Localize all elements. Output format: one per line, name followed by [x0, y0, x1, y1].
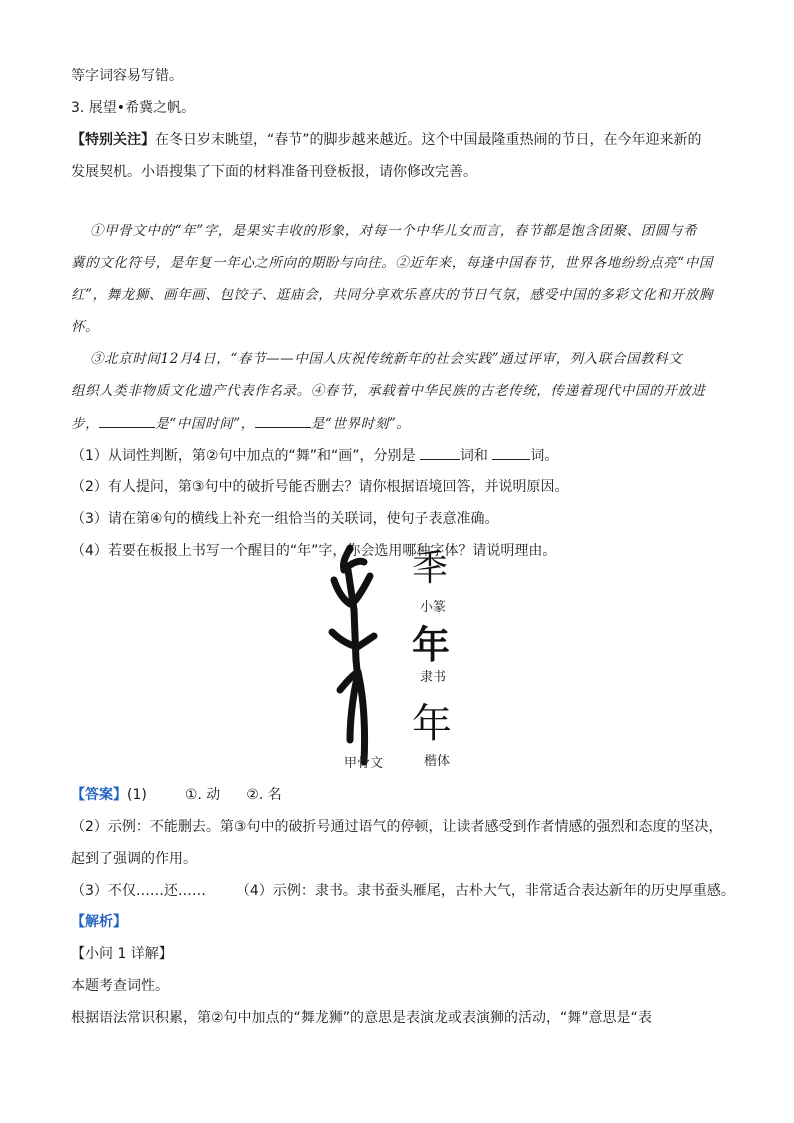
question-line: （4）若要在板报上书写一个醒目的“年”字，你会选用哪种字体？请说明理由。 — [71, 543, 557, 559]
special-focus-text: 在冬日岁末眺望，“春节”的脚步越来越近。这个中国最隆重热闹的节日，在今年迎来新的 — [155, 132, 702, 148]
passage-line — [71, 413, 410, 434]
caption-xiaozhuan: 小篆 — [420, 600, 447, 615]
passage-text: 步， — [71, 416, 100, 432]
answer-line: （2）示例：不能删去。第③句中的破折号通过语气的停顿，让读者感受到作者情感的强烈和态度的坚决， — [71, 819, 723, 835]
fill-blank[interactable] — [420, 445, 460, 460]
answer-text: ②. 名 — [246, 787, 282, 803]
analysis-text: 根据语法常识积累，第②句中加点的“舞龙狮”的意思是表演龙或表演狮的活动，“舞”意思是“表 — [71, 1010, 652, 1026]
question-text: （1）从词性判断，第②句中加点的“舞”和“画”，分别是 — [71, 448, 416, 464]
text-line: 等字词容易写错。 — [71, 68, 183, 84]
fill-blank[interactable] — [255, 413, 311, 428]
answer-line — [71, 785, 282, 805]
clerical-nian-glyph: 年 — [412, 622, 451, 667]
answer-line — [71, 881, 735, 901]
text-line: 发展契机。小语搜集了下面的材料准备刊登板报，请你修改完善。 — [71, 164, 477, 180]
subquestion-heading: 【小问 1 详解】 — [71, 946, 173, 962]
answer-text: （4）示例：隶书。隶书蚕头雁尾，古朴大气，非常适合表达新年的历史厚重感。 — [235, 883, 735, 899]
passage-line: 红”，舞龙狮、画年画、包饺子、逛庙会，共同分享欢乐喜庆的节日气氛，感受中国的多彩文化和开放胸 — [71, 287, 713, 303]
analysis-text: 本题考查词性。 — [71, 978, 169, 994]
answer-tag: 【答案】 — [71, 787, 127, 803]
small-seal-nian-glyph: 秊 — [412, 548, 449, 589]
answer-text: (1) — [127, 787, 147, 803]
passage-line: 冀的文化符号，是年复一年心之所向的期盼与向往。②近年来，每逢中国春节，世界各地纷纷点亮“中国 — [71, 255, 713, 271]
passage-line: ①甲骨文中的“年”字，是果实丰收的形象，对每一个中华儿女而言，春节都是饱含团聚、团圆与希 — [90, 223, 698, 239]
passage-line: 怀。 — [71, 319, 100, 335]
answer-text: ①. 动 — [184, 787, 221, 803]
caption-jiaguwen: 甲骨文 — [344, 756, 384, 771]
answer-line: 起到了强调的作用。 — [71, 851, 197, 867]
answer-text: （3）不仅……还…… — [71, 883, 206, 899]
fill-blank[interactable] — [99, 413, 155, 428]
special-focus-line — [71, 130, 702, 150]
fill-blank[interactable] — [492, 445, 530, 460]
passage-line: 组织人类非物质文化遗产代表作名录。④春节，承载着中华民族的古老传统，传递着现代中国的开放进 — [71, 383, 706, 399]
question-text: 词。 — [530, 448, 559, 464]
analysis-tag: 【解析】 — [71, 914, 127, 930]
question-line: （3）请在第④句的横线上补充一组恰当的关联词，使句子表意准确。 — [71, 511, 499, 527]
special-focus-tag: 【特别关注】 — [71, 132, 155, 148]
oracle-bone-nian-glyph — [320, 540, 390, 770]
passage-text: 是“世界时刻”。 — [310, 416, 411, 432]
passage-text: 是“中国时间”， — [155, 416, 255, 432]
caption-kaiti: 楷体 — [424, 754, 451, 769]
question-line — [71, 445, 558, 466]
regular-script-nian-glyph: 年 — [412, 701, 452, 747]
question-heading: 3. 展望•希冀之帆。 — [71, 100, 196, 116]
passage-line: ③北京时间12月4日，“春节——中国人庆祝传统新年的社会实践”通过评审，列入联合国教科文 — [90, 351, 683, 367]
nian-character-figure — [320, 532, 480, 772]
question-text: 词和 — [459, 448, 488, 464]
question-line: （2）有人提问，第③句中的破折号能否删去？请你根据语境回答，并说明原因。 — [71, 479, 569, 495]
caption-lishu: 隶书 — [420, 670, 447, 685]
